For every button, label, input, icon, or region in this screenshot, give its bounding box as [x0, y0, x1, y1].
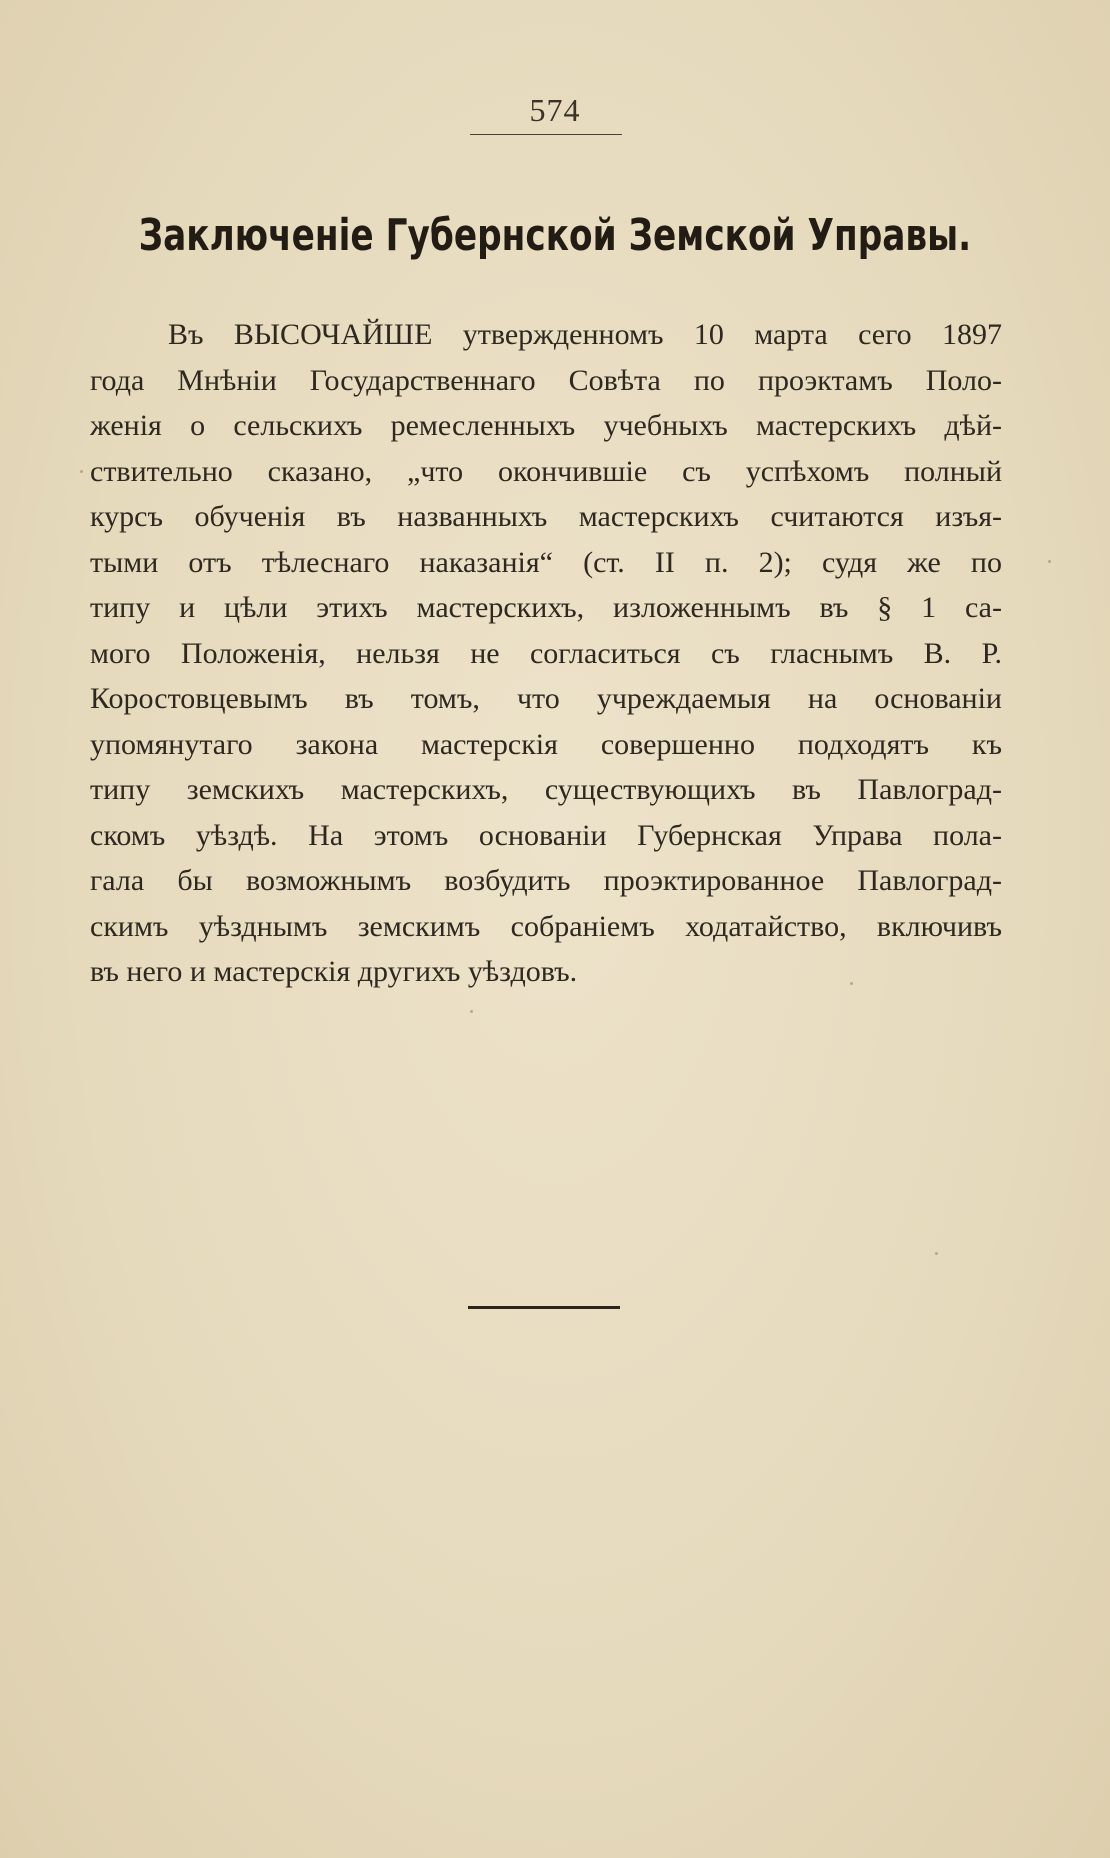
text-line: упомянутаго закона мастерскія совершенно подходятъ къ	[90, 727, 1002, 761]
text-line: тыми отъ тѣлеснаго наказанія“ (ст. II п. 2); судя же по	[90, 545, 1002, 579]
text-line: въ него и мастерскія другихъ уѣздовъ.	[90, 955, 578, 988]
end-rule	[468, 1306, 620, 1309]
text-line: года Мнѣніи Государственнаго Совѣта по проэктамъ Поло-	[90, 363, 1002, 397]
text-line: женія о сельскихъ ремесленныхъ учебныхъ мастерскихъ дѣй-	[90, 409, 1002, 442]
text-line: скомъ уѣздѣ. На этомъ основаніи Губернская Управа пола-	[90, 818, 1002, 852]
paper-speck	[935, 1252, 938, 1255]
page-title: Заключеніе Губернской Земской Управы.	[138, 210, 972, 261]
paper-speck	[1048, 560, 1051, 563]
text-line: Въ ВЫСОЧАЙШЕ утвержденномъ 10 марта сего 1897	[168, 318, 1002, 351]
page-number-underline	[470, 134, 622, 135]
paper-speck	[80, 470, 83, 473]
text-line: типу и цѣли этихъ мастерскихъ, изложеннымъ въ § 1 са-	[90, 591, 1002, 624]
paper-speck	[470, 1010, 473, 1013]
text-line: Коростовцевымъ въ томъ, что учреждаемыя на основаніи	[90, 682, 1002, 715]
text-line: типу земскихъ мастерскихъ, существующихъ въ Павлоград-	[90, 773, 1002, 806]
text-line: мого Положенія, нельзя не согласиться съ гласнымъ В. Р.	[90, 636, 1002, 670]
paper-speck	[850, 982, 853, 985]
text-line: курсъ обученія въ названныхъ мастерскихъ считаются изъя-	[90, 500, 1002, 533]
body-paragraph	[90, 312, 1002, 995]
text-line: скимъ уѣзднымъ земскимъ собраніемъ ходатайство, включивъ	[90, 909, 1002, 943]
text-line: гала бы возможнымъ возбудить проэктированное Павлоград-	[90, 864, 1002, 897]
page-number: 574	[529, 92, 581, 128]
text-line: ствительно сказано, „что окончившіе съ успѣхомъ полный	[90, 454, 1002, 488]
